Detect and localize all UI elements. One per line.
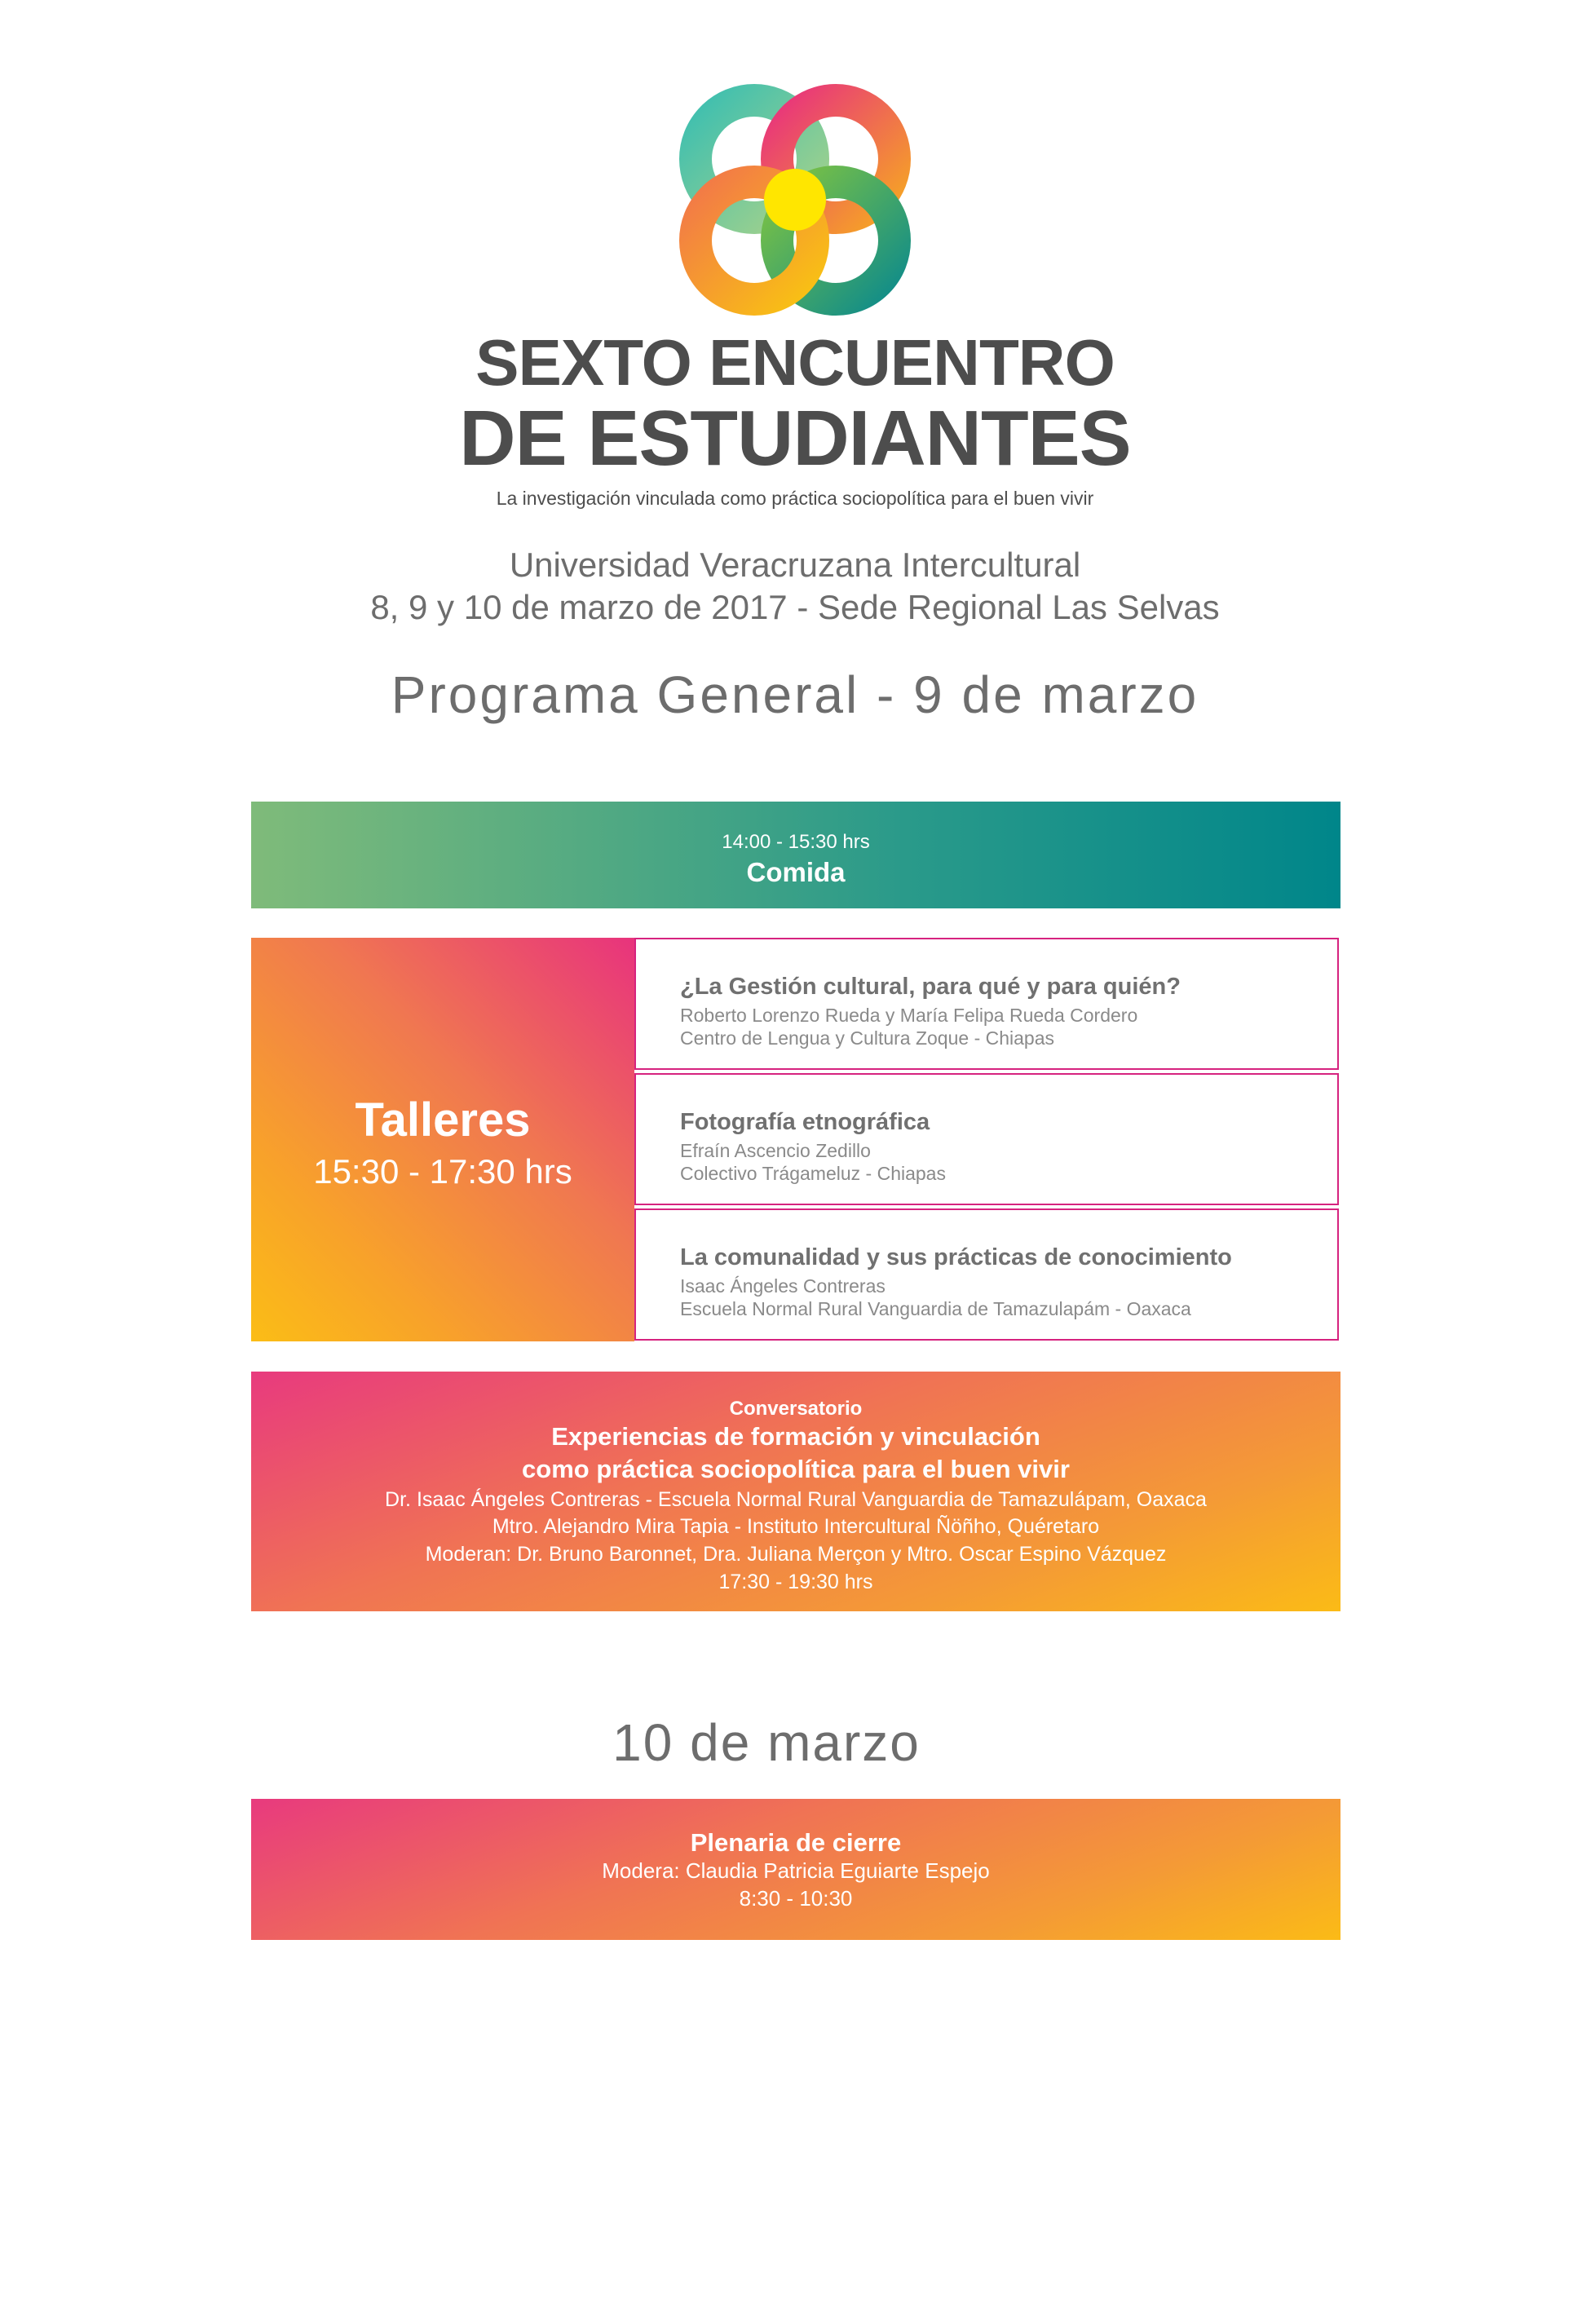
program-title: Programa General - 9 de marzo — [391, 665, 1199, 724]
conversatorio-title-line2: como práctica sociopolítica para el buen vivir — [522, 1455, 1070, 1484]
workshop-card — [634, 1208, 1339, 1341]
event-tagline: La investigación vinculada como práctica sociopolítica para el buen vivir — [496, 488, 1094, 509]
plenaria-moderator: Modera: Claudia Patricia Eguiarte Espejo — [602, 1858, 990, 1883]
conversatorio-time: 17:30 - 19:30 hrs — [718, 1570, 873, 1593]
talleres-time: 15:30 - 17:30 hrs — [313, 1152, 572, 1191]
workshop-org: Escuela Normal Rural Vanguardia de Tamazulapám - Oaxaca — [680, 1298, 1191, 1319]
comida-label: Comida — [746, 857, 846, 887]
day2-title: 10 de marzo — [612, 1713, 921, 1772]
workshop-presenters: Efraín Ascencio Zedillo — [680, 1140, 871, 1161]
workshop-presenters: Isaac Ángeles Contreras — [680, 1275, 886, 1297]
workshop-title: Fotografía etnográfica — [680, 1109, 930, 1135]
plenaria-block — [251, 1799, 1340, 1940]
workshop-title: ¿La Gestión cultural, para qué y para quién? — [680, 974, 1181, 1000]
workshop-org: Colectivo Trágameluz - Chiapas — [680, 1163, 946, 1184]
conversatorio-speaker: Dr. Isaac Ángeles Contreras - Escuela Normal Rural Vanguardia de Tamazulápam, Oaxaca — [385, 1487, 1207, 1511]
workshop-title: La comunalidad y sus prácticas de conocimiento — [680, 1244, 1232, 1270]
university-name: Universidad Veracruzana Intercultural — [509, 546, 1081, 584]
plenaria-label: Plenaria de cierre — [690, 1828, 902, 1857]
talleres-heading: Talleres — [355, 1094, 531, 1147]
workshop-presenters: Roberto Lorenzo Rueda y María Felipa Rueda Cordero — [680, 1005, 1138, 1026]
workshop-org: Centro de Lengua y Cultura Zoque - Chiapas — [680, 1027, 1055, 1049]
event-title-line2: DE ESTUDIANTES — [459, 395, 1131, 482]
conversatorio-moderators: Moderan: Dr. Bruno Baronnet, Dra. Juliana Merçon y Mtro. Oscar Espino Vázquez — [425, 1543, 1167, 1566]
conversatorio-title-line1: Experiencias de formación y vinculación — [551, 1422, 1040, 1451]
event-dates-venue: 8, 9 y 10 de marzo de 2017 - Sede Regional Las Selvas — [370, 588, 1220, 626]
event-title-line1: SEXTO ENCUENTRO — [475, 326, 1115, 399]
event-logo-icon — [677, 82, 913, 318]
workshop-card — [634, 938, 1339, 1070]
comida-block — [251, 802, 1340, 908]
comida-time: 14:00 - 15:30 hrs — [722, 831, 870, 853]
conversatorio-block — [251, 1372, 1340, 1611]
conversatorio-label: Conversatorio — [729, 1398, 863, 1420]
conversatorio-speaker: Mtro. Alejandro Mira Tapia - Instituto Intercultural Ñöñho, Quéretaro — [492, 1515, 1100, 1539]
talleres-header-block — [251, 938, 634, 1341]
workshop-card — [634, 1073, 1339, 1205]
plenaria-time: 8:30 - 10:30 — [739, 1885, 853, 1911]
